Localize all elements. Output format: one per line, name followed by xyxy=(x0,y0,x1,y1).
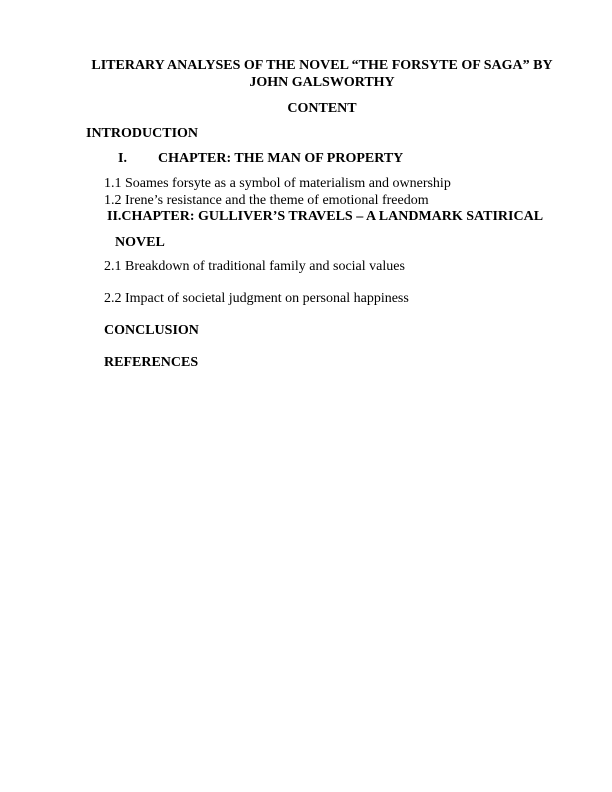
toc-references: REFERENCES xyxy=(104,355,199,370)
contents-heading: CONTENT xyxy=(287,101,357,116)
toc-conclusion: CONCLUSION xyxy=(104,323,199,338)
toc-chapter-1-title: CHAPTER: THE MAN OF PROPERTY xyxy=(158,151,404,166)
toc-introduction: INTRODUCTION xyxy=(86,126,199,141)
toc-chapter-1-number: I. xyxy=(118,151,127,166)
toc-chapter-2-title-line-2: NOVEL xyxy=(115,235,165,250)
document-title-line-1: LITERARY ANALYSES OF THE NOVEL “THE FORSYTE OF SAGA” BY xyxy=(91,58,553,73)
toc-section-1-2: 1.2 Irene’s resistance and the theme of emotional freedom xyxy=(104,193,429,208)
toc-section-2-1: 2.1 Breakdown of traditional family and social values xyxy=(104,259,405,274)
document-title-line-2: JOHN GALSWORTHY xyxy=(249,75,395,90)
toc-chapter-2-title-line-1: II.CHAPTER: GULLIVER’S TRAVELS – A LANDMARK SATIRICAL xyxy=(107,209,544,224)
toc-section-1-1: 1.1 Soames forsyte as a symbol of materialism and ownership xyxy=(104,176,451,191)
toc-section-2-2: 2.2 Impact of societal judgment on personal happiness xyxy=(104,291,409,306)
